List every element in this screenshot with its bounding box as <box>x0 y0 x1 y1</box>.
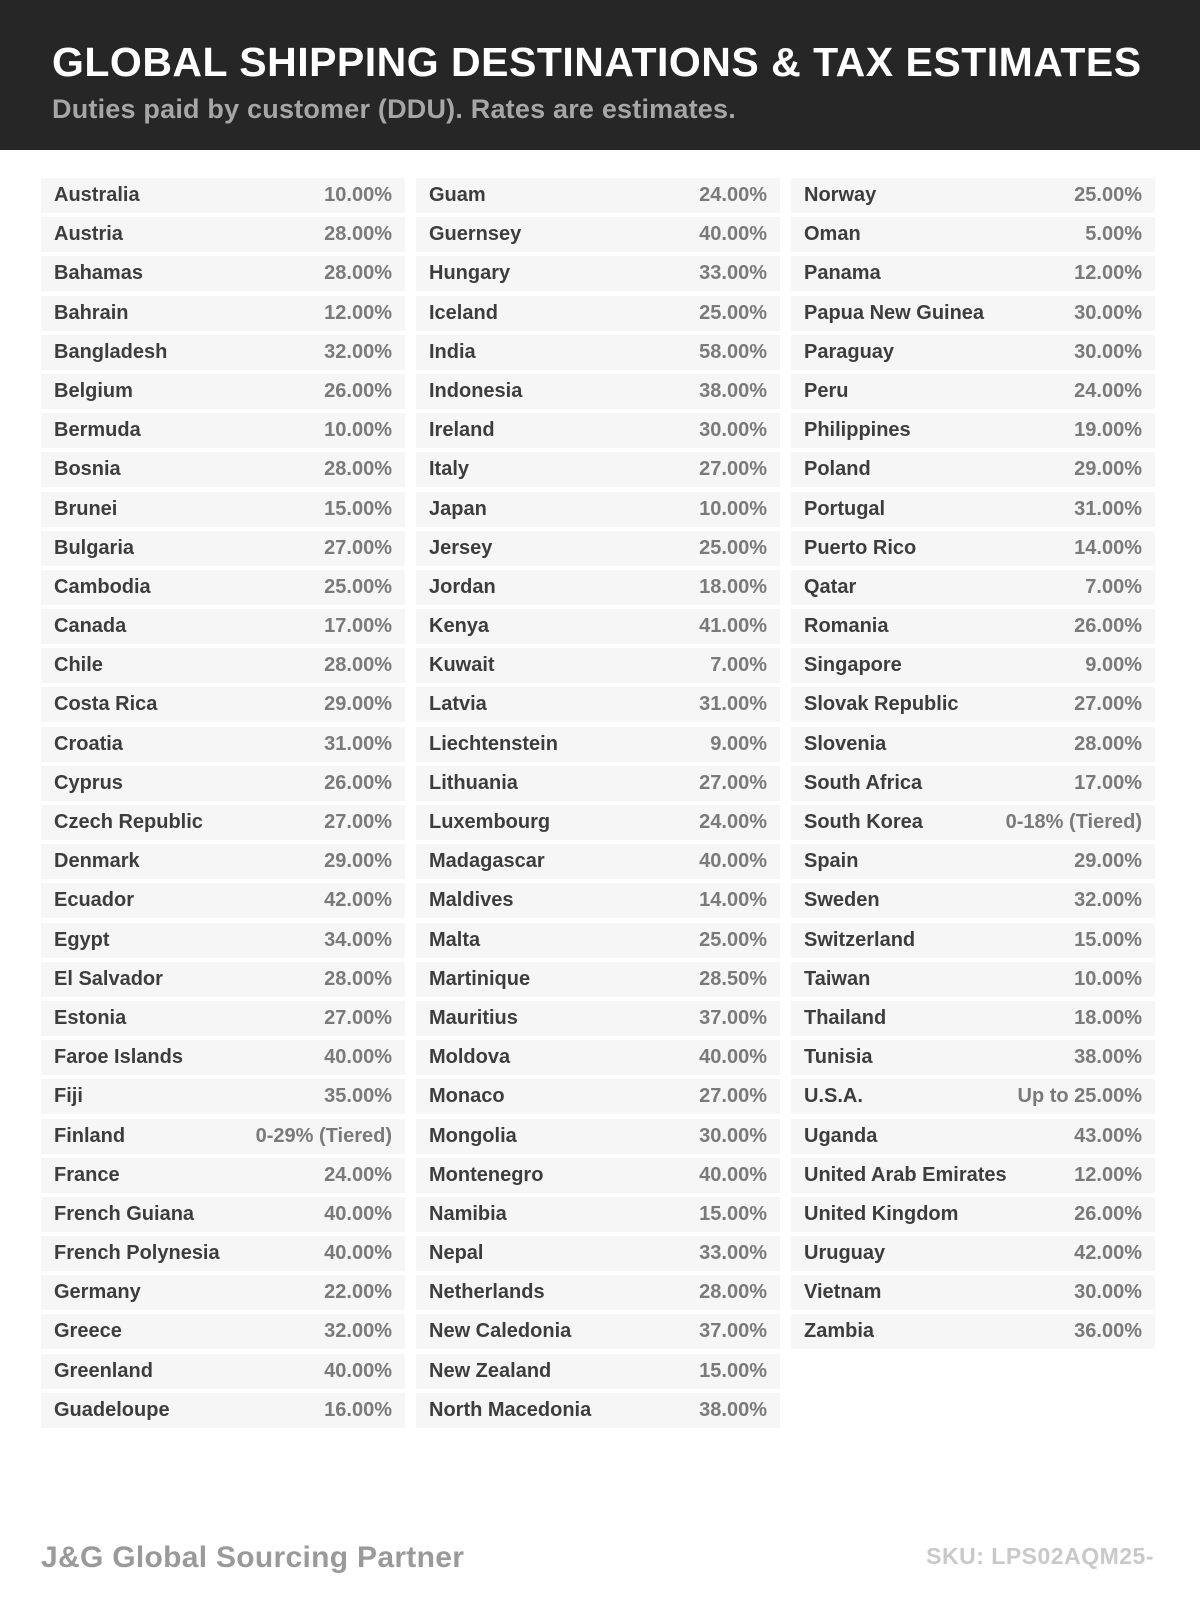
rate-value: 10.00% <box>324 184 392 206</box>
country-label: U.S.A. <box>804 1085 863 1108</box>
table-row <box>791 531 1155 566</box>
table-row <box>416 844 780 879</box>
table-row <box>791 1119 1155 1154</box>
table-row <box>41 1001 405 1036</box>
table-row <box>791 844 1155 879</box>
country-label: French Guiana <box>54 1202 195 1225</box>
rate-value: 0-29% (Tiered) <box>255 1124 392 1147</box>
rate-value: 15.00% <box>324 497 392 520</box>
table-row <box>416 1119 780 1154</box>
table-row <box>416 687 780 722</box>
rate-value: 33.00% <box>699 262 767 285</box>
country-label: Germany <box>54 1281 141 1304</box>
country-label: Jordan <box>429 575 496 598</box>
rate-value: 33.00% <box>699 1242 767 1265</box>
table-row <box>41 531 405 566</box>
table-row <box>41 962 405 997</box>
table-row <box>41 648 405 683</box>
table-row <box>41 883 405 918</box>
table-row <box>41 1158 405 1193</box>
country-label: Japan <box>429 497 487 520</box>
rate-value: 9.00% <box>1085 654 1142 677</box>
page-title: GLOBAL SHIPPING DESTINATIONS & TAX ESTIMATES <box>52 39 1142 85</box>
rate-value: 29.00% <box>1074 850 1142 873</box>
rate-value: 28.00% <box>324 223 392 246</box>
country-label: Bermuda <box>54 419 141 442</box>
table-row <box>416 766 780 801</box>
table-row <box>41 766 405 801</box>
rate-value: 14.00% <box>1074 536 1142 559</box>
table-row <box>41 687 405 722</box>
country-label: United Arab Emirates <box>804 1163 1007 1186</box>
country-label: French Polynesia <box>54 1242 220 1265</box>
rate-value: 10.00% <box>324 419 392 442</box>
rate-value: 24.00% <box>699 184 767 206</box>
country-label: Peru <box>804 379 849 402</box>
rate-value: 9.00% <box>710 732 767 755</box>
table-row <box>41 1314 405 1349</box>
country-label: Austria <box>54 223 123 246</box>
table-row <box>41 1393 405 1428</box>
rate-value: 42.00% <box>1074 1242 1142 1265</box>
table-row <box>791 883 1155 918</box>
country-label: Netherlands <box>429 1281 545 1304</box>
country-label: Slovenia <box>804 732 887 755</box>
rate-value: 28.00% <box>324 262 392 285</box>
rate-value: 31.00% <box>324 732 392 755</box>
rate-value: 38.00% <box>1074 1046 1142 1069</box>
rate-value: 24.00% <box>324 1163 392 1186</box>
table-row <box>416 1236 780 1271</box>
table-row <box>791 609 1155 644</box>
rates-column-3 <box>791 178 1155 1432</box>
table-row <box>416 1354 780 1389</box>
rate-value: 43.00% <box>1074 1124 1142 1147</box>
rate-value: 27.00% <box>699 1085 767 1108</box>
rates-column-1 <box>41 178 405 1432</box>
rate-value: 30.00% <box>699 1124 767 1147</box>
table-row <box>416 178 780 213</box>
table-row <box>41 492 405 527</box>
rate-value: 15.00% <box>1074 928 1142 951</box>
country-label: Fiji <box>54 1085 83 1108</box>
rate-value: 25.00% <box>324 575 392 598</box>
rate-value: 18.00% <box>1074 1006 1142 1029</box>
table-row <box>41 178 405 213</box>
table-row <box>416 256 780 291</box>
rate-value: 27.00% <box>1074 693 1142 716</box>
country-label: Jersey <box>429 536 493 559</box>
table-row <box>791 727 1155 762</box>
rate-value: 26.00% <box>1074 1202 1142 1225</box>
table-row <box>416 1275 780 1310</box>
rate-value: 30.00% <box>1074 301 1142 324</box>
country-label: Belgium <box>54 379 133 402</box>
rate-value: 18.00% <box>699 575 767 598</box>
rates-table <box>0 178 1200 1432</box>
rate-value: 24.00% <box>1074 379 1142 402</box>
rate-value: 27.00% <box>699 458 767 481</box>
table-row <box>791 766 1155 801</box>
country-label: France <box>54 1163 120 1186</box>
rate-value: 41.00% <box>699 615 767 638</box>
country-label: Sweden <box>804 889 880 912</box>
country-label: Ireland <box>429 419 495 442</box>
rate-value: 42.00% <box>324 889 392 912</box>
table-row <box>41 609 405 644</box>
table-row <box>791 1236 1155 1271</box>
table-row <box>416 1158 780 1193</box>
page-subtitle: Duties paid by customer (DDU). Rates are estimates. <box>52 94 736 124</box>
rate-value: 28.00% <box>324 967 392 990</box>
table-row <box>791 1314 1155 1349</box>
country-label: Oman <box>804 223 861 246</box>
country-label: Ecuador <box>54 889 135 912</box>
table-row <box>41 256 405 291</box>
rate-value: 32.00% <box>324 340 392 363</box>
country-label: Bulgaria <box>54 536 135 559</box>
rate-value: 15.00% <box>699 1202 767 1225</box>
table-row <box>416 923 780 958</box>
table-row <box>791 570 1155 605</box>
rate-value: 24.00% <box>699 811 767 833</box>
country-label: Faroe Islands <box>54 1046 183 1069</box>
rate-value: 29.00% <box>324 693 392 716</box>
table-row <box>41 570 405 605</box>
country-label: Uganda <box>804 1124 878 1147</box>
rate-value: 40.00% <box>324 1359 392 1382</box>
country-label: Brunei <box>54 497 118 520</box>
table-row <box>416 1197 780 1232</box>
country-label: Vietnam <box>804 1281 882 1304</box>
country-label: Tunisia <box>804 1046 873 1069</box>
table-row <box>791 1197 1155 1232</box>
table-row <box>791 648 1155 683</box>
table-row <box>416 492 780 527</box>
rate-value: 35.00% <box>324 1085 392 1108</box>
country-label: Iceland <box>429 301 498 324</box>
country-label: Kuwait <box>429 654 495 677</box>
country-label: Luxembourg <box>429 811 551 833</box>
country-label: Canada <box>54 615 127 638</box>
country-label: Kenya <box>429 615 490 638</box>
table-row <box>791 452 1155 487</box>
country-label: Latvia <box>429 693 487 716</box>
table-row <box>791 923 1155 958</box>
rate-value: 40.00% <box>324 1202 392 1225</box>
country-label: Cyprus <box>54 771 123 794</box>
country-label: Hungary <box>429 262 511 285</box>
table-row <box>416 296 780 331</box>
rate-value: 26.00% <box>1074 615 1142 638</box>
rate-value: 19.00% <box>1074 419 1142 442</box>
table-row <box>791 217 1155 252</box>
rate-value: 7.00% <box>710 654 767 677</box>
rate-value: 27.00% <box>324 536 392 559</box>
sku-label: SKU: LPS02AQM25- <box>926 1543 1154 1569</box>
table-row <box>41 296 405 331</box>
country-label: Malta <box>429 928 481 951</box>
table-row <box>791 1079 1155 1114</box>
footer <box>41 1541 1154 1575</box>
country-label: Guadeloupe <box>54 1398 170 1421</box>
table-row <box>41 923 405 958</box>
country-label: North Macedonia <box>429 1398 592 1421</box>
table-row <box>416 727 780 762</box>
rate-value: 40.00% <box>324 1242 392 1265</box>
table-row <box>791 1275 1155 1310</box>
country-label: Poland <box>804 458 871 481</box>
rate-value: 17.00% <box>324 615 392 638</box>
country-label: Thailand <box>804 1006 887 1029</box>
country-label: South Africa <box>804 771 923 794</box>
country-label: Costa Rica <box>54 693 158 716</box>
table-row <box>41 1236 405 1271</box>
table-row <box>791 1158 1155 1193</box>
table-row <box>416 217 780 252</box>
country-label: Bosnia <box>54 458 121 481</box>
rate-value: 40.00% <box>699 1046 767 1069</box>
rate-value: 27.00% <box>699 771 767 794</box>
country-label: Bahamas <box>54 262 143 285</box>
country-label: Greece <box>54 1320 122 1343</box>
rate-value: 37.00% <box>699 1006 767 1029</box>
table-row <box>416 1079 780 1114</box>
rate-value: 7.00% <box>1085 575 1142 598</box>
table-row <box>41 1040 405 1075</box>
country-label: South Korea <box>804 811 923 833</box>
rate-value: 25.00% <box>1074 184 1142 206</box>
country-label: New Zealand <box>429 1359 552 1382</box>
rate-value: 15.00% <box>699 1359 767 1382</box>
country-label: Moldova <box>429 1046 511 1069</box>
rate-value: 30.00% <box>699 419 767 442</box>
rates-column-2 <box>416 178 780 1432</box>
table-row <box>791 178 1155 213</box>
country-label: Bahrain <box>54 301 129 324</box>
table-row <box>416 1393 780 1428</box>
country-label: Puerto Rico <box>804 536 917 559</box>
rate-value: 26.00% <box>324 379 392 402</box>
rate-value: 32.00% <box>324 1320 392 1343</box>
country-label: Switzerland <box>804 928 916 951</box>
rate-value: 28.00% <box>324 654 392 677</box>
country-label: Liechtenstein <box>429 732 558 755</box>
table-row <box>416 883 780 918</box>
country-label: Mongolia <box>429 1124 517 1147</box>
table-row <box>41 452 405 487</box>
table-row <box>416 805 780 840</box>
country-label: Panama <box>804 262 881 285</box>
table-row <box>41 1275 405 1310</box>
country-label: Greenland <box>54 1359 153 1382</box>
country-label: Paraguay <box>804 340 895 363</box>
country-label: Guernsey <box>429 223 522 246</box>
table-row <box>416 374 780 409</box>
rate-value: 27.00% <box>324 811 392 833</box>
rate-value: 40.00% <box>699 223 767 246</box>
table-row <box>41 374 405 409</box>
country-label: Chile <box>54 654 103 677</box>
table-row <box>41 1119 405 1154</box>
country-label: Egypt <box>54 928 110 951</box>
country-label: El Salvador <box>54 967 163 990</box>
country-label: Qatar <box>804 575 857 598</box>
country-label: Norway <box>804 184 877 206</box>
country-label: Mauritius <box>429 1006 518 1029</box>
table-row <box>41 335 405 370</box>
table-row <box>41 844 405 879</box>
table-row <box>41 1354 405 1389</box>
country-label: Singapore <box>804 654 902 677</box>
rate-value: 25.00% <box>699 301 767 324</box>
rate-value: 40.00% <box>699 1163 767 1186</box>
country-label: Finland <box>54 1124 126 1147</box>
rate-value: 25.00% <box>699 928 767 951</box>
rate-value: 26.00% <box>324 771 392 794</box>
rate-value: 28.00% <box>699 1281 767 1304</box>
country-label: Romania <box>804 615 889 638</box>
rate-value: 28.50% <box>699 967 767 990</box>
table-row <box>416 531 780 566</box>
country-label: Martinique <box>429 967 531 990</box>
rate-value: 10.00% <box>1074 967 1142 990</box>
country-label: New Caledonia <box>429 1320 572 1343</box>
table-row <box>416 452 780 487</box>
table-row <box>791 492 1155 527</box>
table-row <box>416 609 780 644</box>
rate-value: 29.00% <box>1074 458 1142 481</box>
country-label: Namibia <box>429 1202 507 1225</box>
rate-value: 36.00% <box>1074 1320 1142 1343</box>
country-label: Lithuania <box>429 771 518 794</box>
country-label: Spain <box>804 850 859 873</box>
table-row <box>41 727 405 762</box>
country-label: Bangladesh <box>54 340 168 363</box>
country-label: Croatia <box>54 732 123 755</box>
table-row <box>791 374 1155 409</box>
country-label: Czech Republic <box>54 811 203 833</box>
rate-value: 40.00% <box>699 850 767 873</box>
rate-value: 16.00% <box>324 1398 392 1421</box>
country-label: Slovak Republic <box>804 693 959 716</box>
rate-value: 30.00% <box>1074 340 1142 363</box>
rate-value: 14.00% <box>699 889 767 912</box>
country-label: Indonesia <box>429 379 523 402</box>
rate-value: 40.00% <box>324 1046 392 1069</box>
rate-value: 58.00% <box>699 340 767 363</box>
country-label: Papua New Guinea <box>804 301 985 324</box>
table-row <box>41 413 405 448</box>
country-label: Madagascar <box>429 850 545 873</box>
table-row <box>416 962 780 997</box>
rate-value: 37.00% <box>699 1320 767 1343</box>
rate-value: 31.00% <box>1074 497 1142 520</box>
country-label: India <box>429 340 476 363</box>
table-row <box>791 962 1155 997</box>
country-label: Cambodia <box>54 575 151 598</box>
country-label: Philippines <box>804 419 911 442</box>
country-label: Uruguay <box>804 1242 886 1265</box>
table-row <box>791 413 1155 448</box>
rate-value: 28.00% <box>1074 732 1142 755</box>
country-label: Nepal <box>429 1242 484 1265</box>
country-label: Montenegro <box>429 1163 544 1186</box>
header <box>0 0 1200 150</box>
table-row <box>416 1001 780 1036</box>
country-label: Zambia <box>804 1320 875 1343</box>
rate-value: 30.00% <box>1074 1281 1142 1304</box>
rate-value: 28.00% <box>324 458 392 481</box>
table-row <box>791 256 1155 291</box>
rate-value: 0-18% (Tiered) <box>1005 811 1142 833</box>
table-row <box>41 1197 405 1232</box>
table-row <box>791 335 1155 370</box>
table-row <box>416 413 780 448</box>
table-row <box>416 1040 780 1075</box>
table-row <box>791 805 1155 840</box>
rate-value: 10.00% <box>699 497 767 520</box>
table-row <box>41 805 405 840</box>
country-label: Taiwan <box>804 967 871 990</box>
rate-value: 12.00% <box>1074 262 1142 285</box>
table-row <box>416 570 780 605</box>
rate-value: 12.00% <box>1074 1163 1142 1186</box>
table-row <box>791 687 1155 722</box>
table-row <box>416 1314 780 1349</box>
rate-value: 27.00% <box>324 1006 392 1029</box>
rate-value: 31.00% <box>699 693 767 716</box>
table-row <box>791 296 1155 331</box>
rate-value: 5.00% <box>1085 223 1142 246</box>
table-row <box>416 648 780 683</box>
country-label: Denmark <box>54 850 140 873</box>
country-label: Maldives <box>429 889 514 912</box>
country-label: Estonia <box>54 1006 127 1029</box>
rate-value: 38.00% <box>699 379 767 402</box>
rate-value: 12.00% <box>324 301 392 324</box>
brand-name: J&G Global Sourcing Partner <box>41 1541 465 1574</box>
rate-value: 38.00% <box>699 1398 767 1421</box>
table-row <box>416 335 780 370</box>
country-label: United Kingdom <box>804 1202 959 1225</box>
rate-value: 17.00% <box>1074 771 1142 794</box>
table-row <box>41 1079 405 1114</box>
country-label: Guam <box>429 184 486 206</box>
country-label: Australia <box>54 184 140 206</box>
table-row <box>791 1001 1155 1036</box>
country-label: Italy <box>429 458 470 481</box>
rate-value: 34.00% <box>324 928 392 951</box>
rate-value: 25.00% <box>699 536 767 559</box>
table-row <box>41 217 405 252</box>
rate-value: 29.00% <box>324 850 392 873</box>
rate-value: Up to 25.00% <box>1017 1085 1142 1108</box>
rate-value: 22.00% <box>324 1281 392 1304</box>
rate-value: 32.00% <box>1074 889 1142 912</box>
country-label: Monaco <box>429 1085 505 1108</box>
table-row <box>791 1040 1155 1075</box>
country-label: Portugal <box>804 497 886 520</box>
